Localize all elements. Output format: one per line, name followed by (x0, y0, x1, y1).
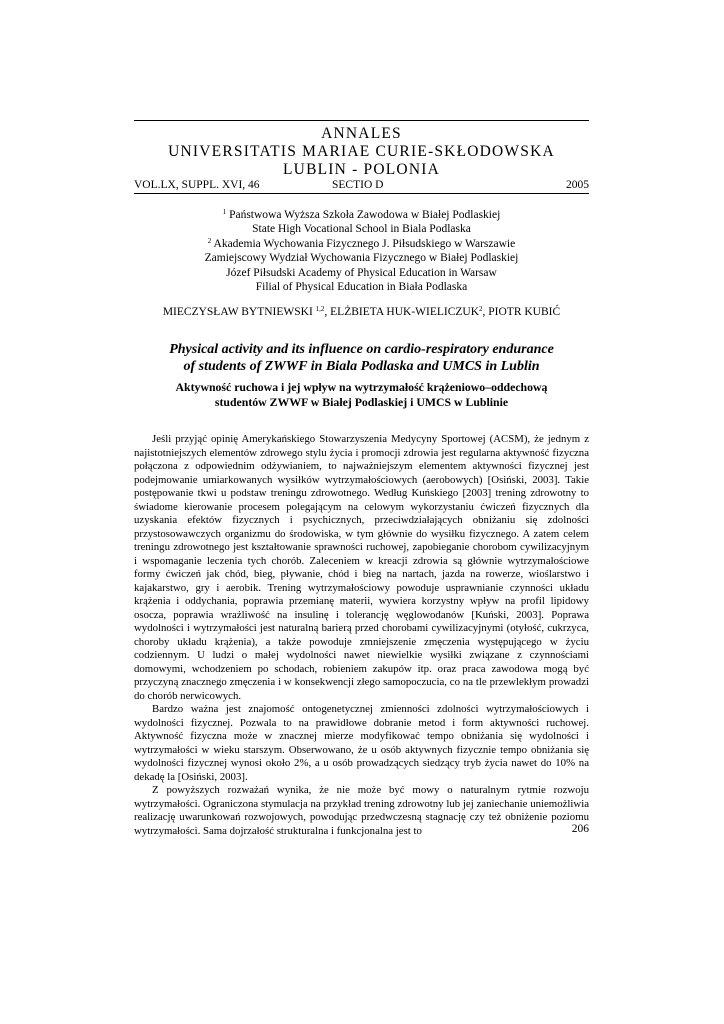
affiliation-1-line-2: State High Vocational School in Biala Podlaska (252, 223, 471, 236)
author-3: PIOTR KUBIĆ (488, 306, 561, 318)
volume-row (134, 178, 589, 192)
affiliation-2-line-1: $^2$ Akademia Wychowania Fizycznego J. Piłsudskiego w Warszawie (207, 236, 516, 250)
title-polish-line-1: Aktywność ruchowa i jej wpływ na wytrzymałość krążeniowo–oddechową (175, 380, 548, 394)
title-english-line-2: of students of ZWWF in Biala Podlaska and UMCS in Lublin (183, 359, 540, 374)
paragraph-3: Z powyższych rozważań wynika, że nie może być mowy o naturalnym rytmie rozwoju wytrzymałości. Ograniczona stymulacja na przykład trening zdrowotny lub jej zaniechanie uniemożliwia realizację uwarunkowań rozwojowych, powodując przedwczesną stagnację czy też obniżenie poziomu wytrzymałości. Sama dojrzałość strukturalna i funkcjonalna jest to (134, 784, 589, 837)
header-bottom-rule (134, 193, 589, 194)
title-polish (134, 380, 589, 409)
author-2-marks: 2 (479, 305, 483, 313)
author-list: MIECZYSŁAW BYTNIEWSKI $^{1,2}$, ELŻBIETA HUK-WIELICZUK$^2$, PIOTR KUBIĆ (162, 305, 561, 318)
title-polish-line-2: studentów ZWWF w Białej Podlaskiej i UMCS w Lublinie (214, 394, 509, 409)
page-number: 206 (571, 823, 589, 835)
journal-name-line2: UNIVERSITATIS MARIAE CURIE-SKŁODOWSKA (168, 143, 555, 160)
title-english-line-1: Physical activity and its influence on cardio-respiratory endurance (169, 342, 554, 357)
year-label: 2005 (566, 179, 589, 191)
paragraph-1: Jeśli przyjąć opinię Amerykańskiego Stowarzyszenia Medycyny Sportowej (ACSM), że jednym z najistotniejszych elementów zdrowego stylu życia i promocji zdrowia jest regularna aktywność fizyczna połączona z odpowiednim odżywianiem, to najważniejszym elementem aktywności fizycznej jest podejmowanie umiarkowanych wysiłków wytrzymałościowych (aerobowych) [Osiński, 2003]. Takie postępowanie tkwi u podstaw treningu zdrowotnego. Według Kuńskiego [2003] trening zdrowotny to świadome kierowanie procesem polegającym na celowym wykorzystaniu ćwiczeń fizycznych dla uzyskania efektów fizycznych i psychicznych, przeciwdziałających obniżaniu się zdolności przystosowawczych organizmu do środowiska, w tym głównie do wysiłku fizycznego. A zatem celem treningu zdrowotnego jest kształtowanie sprawności ruchowej, zapobieganie chorobom cywilizacyjnym i wspomaganie leczenia tych chorób. Zaleceniem w kreacji zdrowia są głównie wytrzymałościowe formy ćwiczeń jak chód, bieg, pływanie, chód i bieg na nartach, jazda na rowerze, wioślarstwo i kajakarstwo, gry i aerobik. Trening wytrzymałościowy powoduje usprawnianie czynności układu krążenia i oddychania, poprawia przemianę materii, wywiera korzystny wpływ na profil lipidowy osocza, poprawia wrażliwość na insulinę i tolerancję węglowodanów [Kuński, 2003]. Poprawa wydolności i wytrzymałości jest naturalną barierą przed chorobami cywilizacyjnymi (otyłość, cukrzyca, choroby układu krążenia), a także powoduje zmniejszenie zmęczenia występującego w życiu codziennym. U ludzi o małej wydolności nawet niewielkie wysiłki związane z czynnościami domowymi, wchodzeniem po schodach, robieniem zakupów itp. oraz praca zawodowa mogą być przyczyną znacznego zmęczenia i w konsekwencji złego samopoczucia, co na tle przewlekłym prowadzi do chorób nerwicowych. (134, 433, 589, 702)
author-1: MIECZYSŁAW BYTNIEWSKI (162, 306, 316, 318)
affiliation-2-line-2: Zamiejscowy Wydział Wychowania Fizycznego w Białej Podlaskiej (204, 252, 519, 265)
author-2: ELŻBIETA HUK-WIELICZUK (330, 306, 480, 318)
top-rule (134, 120, 589, 121)
affiliation-mark-1: 1 (222, 208, 227, 216)
journal-name-line1: ANNALES (321, 125, 402, 142)
body-text (134, 433, 589, 838)
affiliation-mark-2: 2 (207, 236, 212, 245)
affiliation-2-line-3: Józef Piłsudski Academy of Physical Education in Warsaw (226, 266, 497, 279)
affiliation-1-line-1: $^1$ Państwowa Wyższa Szkoła Zawodowa w Białej Podlaskiej (222, 208, 501, 221)
section-label: SECTIO D (332, 179, 384, 191)
journal-name-line3: LUBLIN - POLONIA (283, 161, 440, 178)
author-1-marks: 1,2 (315, 305, 325, 313)
title-english (134, 341, 589, 375)
volume-label: VOL.LX, SUPPL. XVI, 46 (134, 179, 260, 191)
affiliations (134, 208, 589, 294)
affiliation-2-line-4: Filial of Physical Education in Biała Podlaska (255, 281, 468, 294)
paragraph-2: Bardzo ważna jest znajomość ontogenetycznej zmienności zdolności wytrzymałościowych i wydolności fizycznej. Pozwala to na prawidłowe dobranie metod i form aktywności ruchowej. Aktywność fizyczna może w znacznej mierze modyfikować tempo obniżania się wydolności i wytrzymałości w wieku starszym. Obserwowano, że u osób aktywnych fizycznie tempo obniżania się wydolności fizycznej wynosi około 2%, a u osób prowadzących siedzący tryb życia nawet do 10% na dekadę la [Osiński, 2003]. (134, 703, 589, 783)
